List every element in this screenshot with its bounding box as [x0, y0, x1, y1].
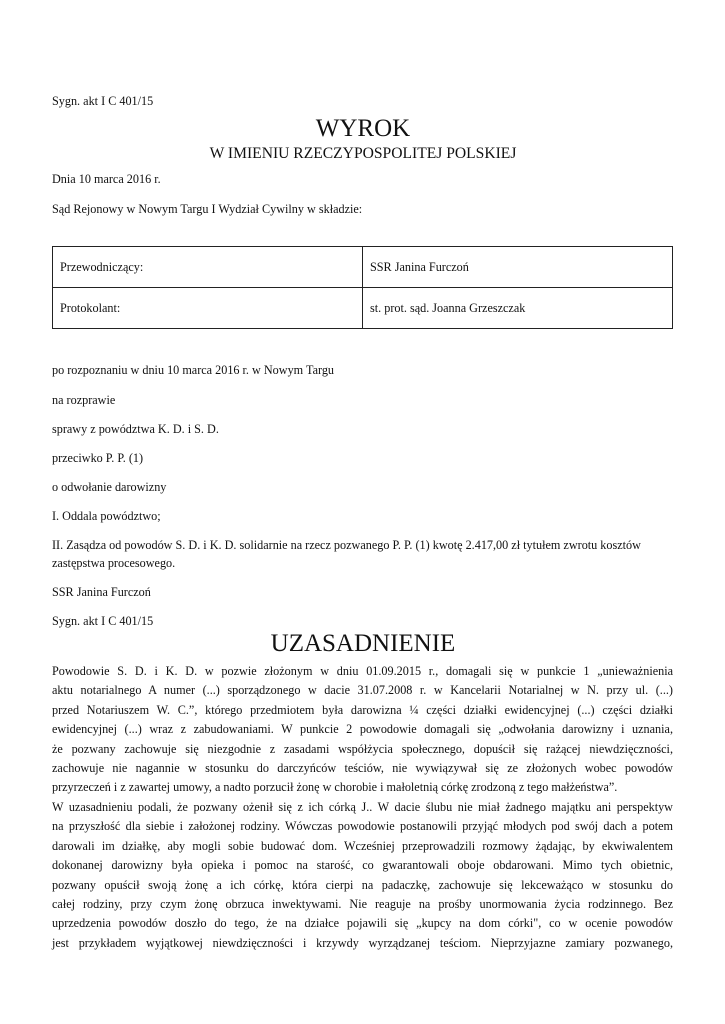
paragraph-line: darowali im działkę, aby mogli sobie budować dom. Wcześniej przeprowadzili rozmowy żądając, by ekwiwalentem: [52, 838, 673, 853]
panel-person: st. prot. sąd. Joanna Grzeszczak: [363, 288, 673, 329]
paragraph-line: aktu notarialnego A numer (...) sporządzonego w dacie 31.07.2008 r. w Kancelarii Notarialnej w N. przy ul. (...): [52, 683, 673, 698]
verdict-item-2-line-2: zastępstwa procesowego.: [52, 556, 176, 570]
paragraph-line: zachowuje nie nagannie w stosunku do darczyńców teściów, nie wywiązywał się ze złożonych wobec powodów: [52, 761, 673, 776]
paragraph-line: Powodowie S. D. i K. D. w pozwie złożonym w dniu 01.09.2015 r., domagali się w punkcie 1 „unieważnienia: [52, 664, 673, 678]
case-parties: sprawy z powództwa K. D. i S. D.: [52, 422, 219, 436]
paragraph-line: pozwany opuścił swoją żonę a ich córkę, która cierpi na padaczkę, zachowuje się lekceważąco w stosunku do: [52, 877, 673, 892]
paragraph-line: na przyszłość dla siebie i założonej rodziny. Wówczas powodowie postanowili przyjąć młodych pod swój dach a potem: [52, 819, 673, 834]
panel-person: SSR Janina Furczoń: [363, 247, 673, 288]
hearing-type: na rozprawie: [52, 393, 116, 407]
case-number-top: Sygn. akt I C 401/15: [52, 94, 154, 108]
case-number-bottom: Sygn. akt I C 401/15: [52, 614, 154, 628]
paragraph-line: całej rodziny, przy czym żonę obrzuca inwektywami. Nie reaguje na prośby unormowania życia rodzinnego. Bez: [52, 897, 673, 912]
case-subject: o odwołanie darowizny: [52, 480, 167, 494]
verdict-date: Dnia 10 marca 2016 r.: [52, 172, 161, 186]
paragraph-line: ewidencyjnej (...) wraz z zabudowaniami. W punkcie 2 powodowie domagali się „odwołania darowizny i uznania,: [52, 722, 673, 737]
paragraph-line: przyrzeczeń i z zawartej umowy, a nadto porzucił żonę w chorobie i małoletnią córkę zrodzoną z tego małżeństwa”.: [52, 780, 618, 795]
table-row: [53, 247, 673, 288]
verdict-item-1: I. Oddala powództwo;: [52, 509, 161, 523]
verdict-title: WYROK: [315, 115, 411, 142]
justification-title: UZASADNIENIE: [270, 630, 456, 657]
court-panel-table: [52, 246, 673, 329]
verdict-item-2-line-1: II. Zasądza od powodów S. D. i K. D. solidarnie na rzecz pozwanego P. P. (1) kwotę 2.417,00 zł tytułem zwrotu kosztów: [52, 538, 641, 552]
table-row: [53, 288, 673, 329]
panel-role: Protokolant:: [53, 288, 363, 329]
paragraph-line: przed Notariuszem W. C.”, którego przedmiotem była darowizna ¼ części działki ewidencyjnej (...) części działki: [52, 702, 673, 717]
justification-paragraph-1: [52, 662, 673, 798]
court-composition: Sąd Rejonowy w Nowym Targu I Wydział Cywilny w składzie:: [52, 202, 363, 216]
verdict-subtitle: W IMIENIU RZECZYPOSPOLITEJ POLSKIEJ: [209, 145, 517, 162]
judge-signature: SSR Janina Furczoń: [52, 585, 151, 599]
case-defendant: przeciwko P. P. (1): [52, 451, 144, 465]
paragraph-line: że pozwany zachowuje się niezgodnie z zasadami współżycia społecznego, dopuścił się rażącej niewdzięczności,: [52, 741, 673, 756]
panel-role: Przewodniczący:: [53, 247, 363, 288]
paragraph-line: jest przykładem wyjątkowej niewdzięczności i krzywdy wyrządzanej teściom. Nieprzyjazne zamiary pozwanego,: [52, 935, 673, 950]
justification-paragraph-2: [52, 798, 673, 953]
paragraph-line: W uzasadnieniu podali, że pozwany ożenił się z ich córką J.. W dacie ślubu nie miał żadnego majątku ani perspektyw: [52, 800, 673, 814]
paragraph-line: dokonanej darowizny była opieka i pomoc na starość, co gwarantowali oboje obdarowani. Mimo tych obietnic,: [52, 858, 673, 873]
hearing-info: po rozpoznaniu w dniu 10 marca 2016 r. w Nowym Targu: [52, 363, 335, 377]
paragraph-line: uprzedzenia powodów doszło do tego, że na działce pojawili się „kupcy na dom córki", co w ocenie powodów: [52, 916, 673, 931]
